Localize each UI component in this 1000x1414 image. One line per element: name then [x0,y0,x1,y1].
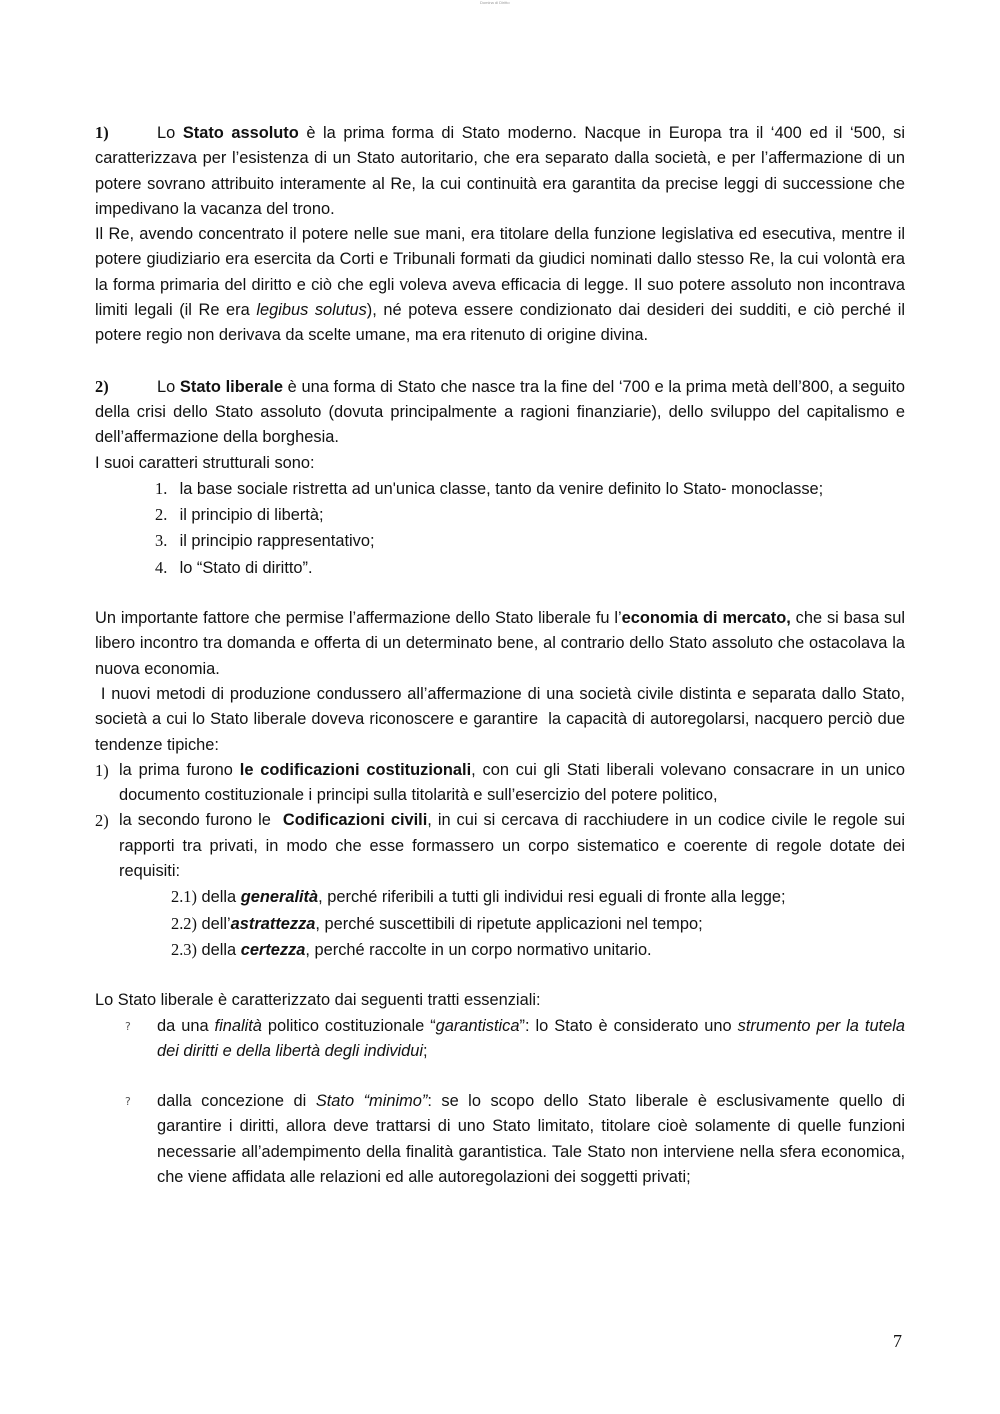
list-item [95,808,905,884]
list-number: 1. [155,478,168,498]
text-run: , perché suscettibili di ripetute applicazioni nel tempo; [315,914,703,933]
text-run: , con cui gli Stati liberali volevano consacrare in un unico documento costituzionale i principi sulla titolarità e sull’esercizio del potere politico, [119,760,905,805]
text-run: Lo [157,377,180,396]
text-run: dalla concezione di [157,1092,316,1111]
term-garantistica: garantistica [435,1016,520,1035]
list-number: 4. [155,557,168,577]
text-run: : se lo scopo dello Stato liberale è esclusivamente quello di garantire i diritti, allora deve trattarsi di uno Stato limitato, titolare cioè solamente di quelle funzioni necessarie all’adempimento della finalità garantistica. Tale Stato non interviene nella sfera economica, che viene affidata alle relazioni ed alle autoregolazioni dei soggetti privati; [157,1092,905,1186]
text-run: dell’ [196,914,231,933]
term-generalita: generalità [240,888,319,907]
term-stato-minimo: Stato “minimo” [315,1092,428,1111]
list-text: la base sociale ristretta ad un'unica classe, tanto da venire definito lo Stato- monoclasse; [179,479,824,498]
list-item [155,476,905,502]
structural-traits-list [95,476,905,581]
essential-traits-intro: Lo Stato liberale è caratterizzato dai seguenti tratti essenziali: [95,991,541,1010]
bullet-item-garantistica [95,1014,905,1065]
new-production-paragraph: I nuovi metodi di produzione condussero all’affermazione di una società civile distinta e separata dallo Stato, società a cui lo Stato liberale doveva riconoscere e garantire la capacità di autoregolarsi, nacquero perciò due tendenze tipiche: [95,684,910,754]
list-text: il principio di libertà; [179,506,324,525]
list-item [171,937,905,963]
text-run: , perché riferibili a tutti gli individui resi eguali di fronte alla legge; [318,888,786,907]
text-run: ), né poteva essere condizionato dai desideri dei sudditi, e ciò perché il potere regio non derivava da scelte umane, ma era ritenuto di origine divina. [95,301,905,345]
list-text [119,758,905,809]
list-number: 3. [155,531,168,551]
text-run: , in cui si cercava di racchiudere in un codice civile le regole sui rapporti tra privati, in modo che esse formassero un corpo sistematico e coerente di regole dotate dei requisiti: [119,811,905,881]
bullet-item-stato-minimo [95,1089,905,1190]
market-economy-paragraph [95,606,905,682]
list-number: 2) [95,811,109,831]
section-1-number: 1) [95,123,109,142]
term-strumento: strumento per la tutela dei diritti e della libertà degli individui [157,1016,905,1060]
structural-traits-intro: I suoi caratteri strutturali sono: [95,453,315,472]
section-1-paragraph-1 [95,120,905,222]
text-run: della [196,940,241,959]
text-run: che si basa sul libero incontro tra domanda e offerta di un determinato bene, al contrario dello Stato assoluto che ostacolava la nuova economia. [95,609,906,678]
term-economia-di-mercato: economia di mercato, [621,609,791,628]
text-run: Il Re, avendo concentrato il potere nelle sue mani, era titolare della funzione legislativa ed esecutiva, mentre il potere giudiziario era esercita da Corti e Tribunali formati da giudici nominati dallo stesso Re, la cui volontà era la forma primaria del diritto e ciò che egli voleva aveva efficacia di legge. Il suo potere assoluto non incontrava limiti legali (il Re era [95,225,905,320]
list-text: il principio rappresentativo; [179,532,375,551]
term-stato-liberale: Stato liberale [179,377,283,396]
list-number: 2. [155,505,168,525]
text-run: da una [157,1016,215,1035]
page-content [95,120,910,1190]
term-stato-assoluto: Stato assoluto [182,124,299,142]
term-astrattezza: astrattezza [230,914,316,933]
list-number: 1) [95,760,109,780]
list-item [171,911,905,937]
term-legibus-solutus: legibus solutus [256,301,367,320]
list-text [157,1089,905,1190]
term-codificazioni-civili: Codificazioni civili [282,811,428,830]
list-text [119,808,905,884]
section-2-number: 2) [95,376,109,396]
bullet-icon: ? [125,1095,131,1109]
text-run: la secondo furono le [119,811,283,830]
term-certezza: certezza [240,940,306,959]
text-run: Un importante fattore che permise l’affermazione dello Stato liberale fu l’ [95,609,622,628]
text-run: ”: lo Stato è considerato uno [519,1016,738,1035]
list-item [155,555,905,581]
term-finalita: finalità [214,1016,262,1035]
section-1-paragraph-2 [95,222,905,348]
list-number: 2.2) [171,913,197,933]
section-2-paragraph-1 [95,374,905,451]
text-run: ; [423,1041,428,1060]
list-number: 2.3) [171,939,197,959]
bullet-icon: ? [125,1019,131,1033]
term-codificazioni-costituzionali: le codificazioni costituzionali [239,760,472,779]
list-number: 2.1) [171,887,197,907]
list-item [155,502,905,528]
text-run: è una forma di Stato che nasce tra la fine del ‘700 e la prima metà dell’800, a seguito della crisi dello Stato assoluto (dovuta principalmente a ragioni finanziarie), dello sviluppo del capitalismo e dell’affermazione della borghesia. [95,377,905,447]
list-text [157,1014,905,1065]
header-mark: Domina di Diritto [480,0,510,5]
text-run: Lo [157,124,183,142]
text-run: politico costituzionale “ [261,1016,436,1035]
list-item [155,528,905,554]
tendencies-list [95,758,905,884]
text-run: , perché raccolte in un corpo normativo unitario. [305,940,652,959]
page-number: 7 [893,1331,902,1351]
requirements-list [95,884,905,963]
text-run: la prima furono [119,760,240,779]
list-item [95,758,905,809]
text-run: è la prima forma di Stato moderno. Nacque in Europa tra il ‘400 ed il ‘500, si caratterizzava per l’esistenza di un Stato autoritario, che era separato dalla società, e per l’affermazione di un potere sovrano attribuito interamente al Re, la cui continuità era garantita da precise leggi di successione che impedivano la vacanza del trono. [95,124,905,218]
list-text: lo “Stato di diritto”. [179,558,313,577]
list-item [171,884,905,910]
text-run: della [196,888,241,907]
